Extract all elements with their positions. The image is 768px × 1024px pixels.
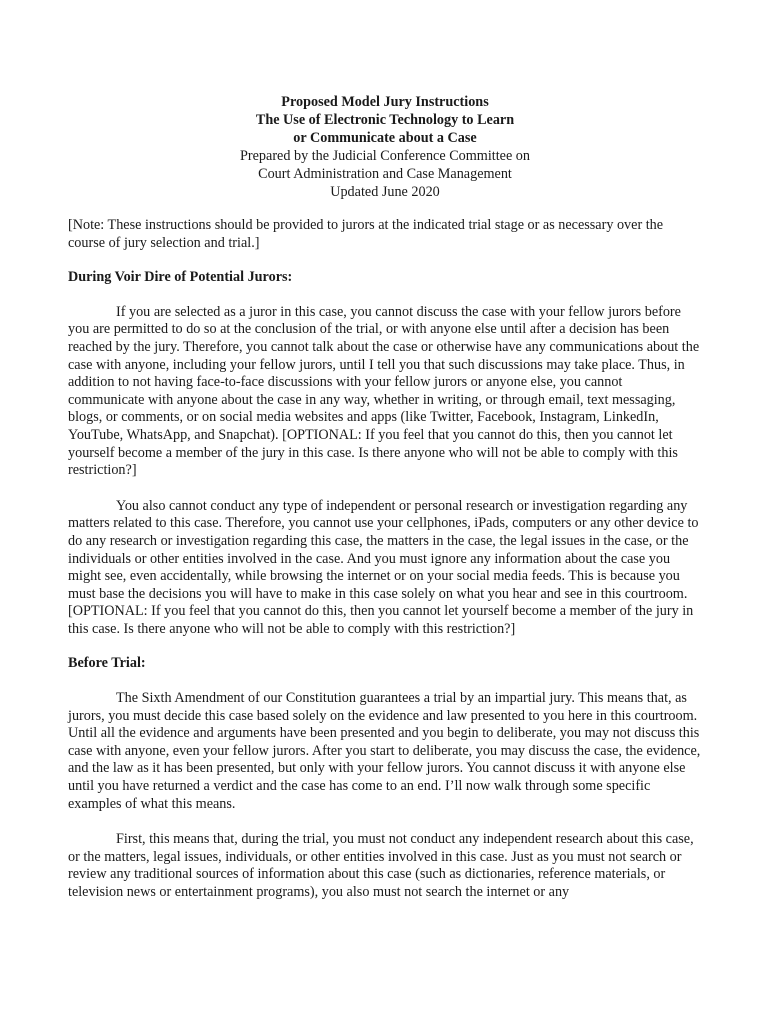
prepared-by-line-2: Court Administration and Case Management <box>258 166 512 182</box>
document-subtitle-line-1: The Use of Electronic Technology to Learn <box>255 112 515 128</box>
section-heading-before-trial: Before Trial: <box>68 655 146 672</box>
before-trial-paragraph-1: The Sixth Amendment of our Constitution guarantees a trial by an impartial jury. This means that, as jurors, you must decide this case based solely on the evidence and law presented to you here in this courtroom. Until all the evidence and arguments have been presented and you begin to deliberate, you may not discuss this case with anyone, even your fellow jurors. After you start to deliberate, you may discuss the case, the evidence, and the law as it has been presented, but only with your fellow jurors. You cannot discuss it with anyone else until you have returned a verdict and the case has come to an end. I’ll now walk through some specific examples of what this means. <box>68 690 701 812</box>
before-trial-paragraph-2: First, this means that, during the trial, you must not conduct any independent research about this case, or the matters, legal issues, individuals, or other entities involved in this case. Just as you must not search or review any traditional sources of information about this case (such as dictionaries, reference materials, or television news or entertainment programs), you also must not search the internet or any <box>68 831 694 900</box>
prepared-by-line-1: Prepared by the Judicial Conference Committee on <box>240 148 530 164</box>
voir-dire-paragraph-1: If you are selected as a juror in this case, you cannot discuss the case with your fellow jurors before you are permitted to do so at the conclusion of the trial, or with anyone else until after a decision has been reached by the jury. Therefore, you cannot talk about the case or otherwise have any communications about the case with anyone, including your fellow jurors, until I tell you that such discussions may take place. Thus, in addition to not having face-to-face discussions with your fellow jurors or anyone else, you cannot communicate with anyone about the case in any way, whether in writing, or through email, text messaging, blogs, or comments, or on social media websites and apps (like Twitter, Facebook, Instagram, LinkedIn, YouTube, WhatsApp, and Snapchat). [OPTIONAL: If you feel that you cannot do this, then you cannot let yourself become a member of the jury in this case. Is there anyone who will not be able to comply with this restriction?] <box>68 303 700 479</box>
title-block <box>68 93 702 201</box>
note-paragraph: [Note: These instructions should be provided to jurors at the indicated trial stage or as necessary over the course of jury selection and trial.] <box>68 217 664 251</box>
document-page <box>68 93 702 902</box>
document-subtitle-line-2: or Communicate about a Case <box>293 130 477 146</box>
updated-date: Updated June 2020 <box>330 184 440 200</box>
document-title: Proposed Model Jury Instructions <box>281 94 489 110</box>
section-heading-voir-dire: During Voir Dire of Potential Jurors: <box>68 269 293 286</box>
voir-dire-paragraph-2: You also cannot conduct any type of independent or personal research or investigation regarding any matters related to this case. Therefore, you cannot use your cellphones, iPads, computers or any other device to do any research or investigation regarding this case, the matters in the case, the legal issues in the case, or the individuals or other entities involved in the case. And you must ignore any information about the case you might see, even accidentally, while browsing the internet or on your social media feeds. This is because you must base the decisions you will have to make in this case solely on what you hear and see in this courtroom. [OPTIONAL: If you feel that you cannot do this, then you cannot let yourself become a member of the jury in this case. Is there anyone who will not be able to comply with this restriction?] <box>68 497 699 637</box>
